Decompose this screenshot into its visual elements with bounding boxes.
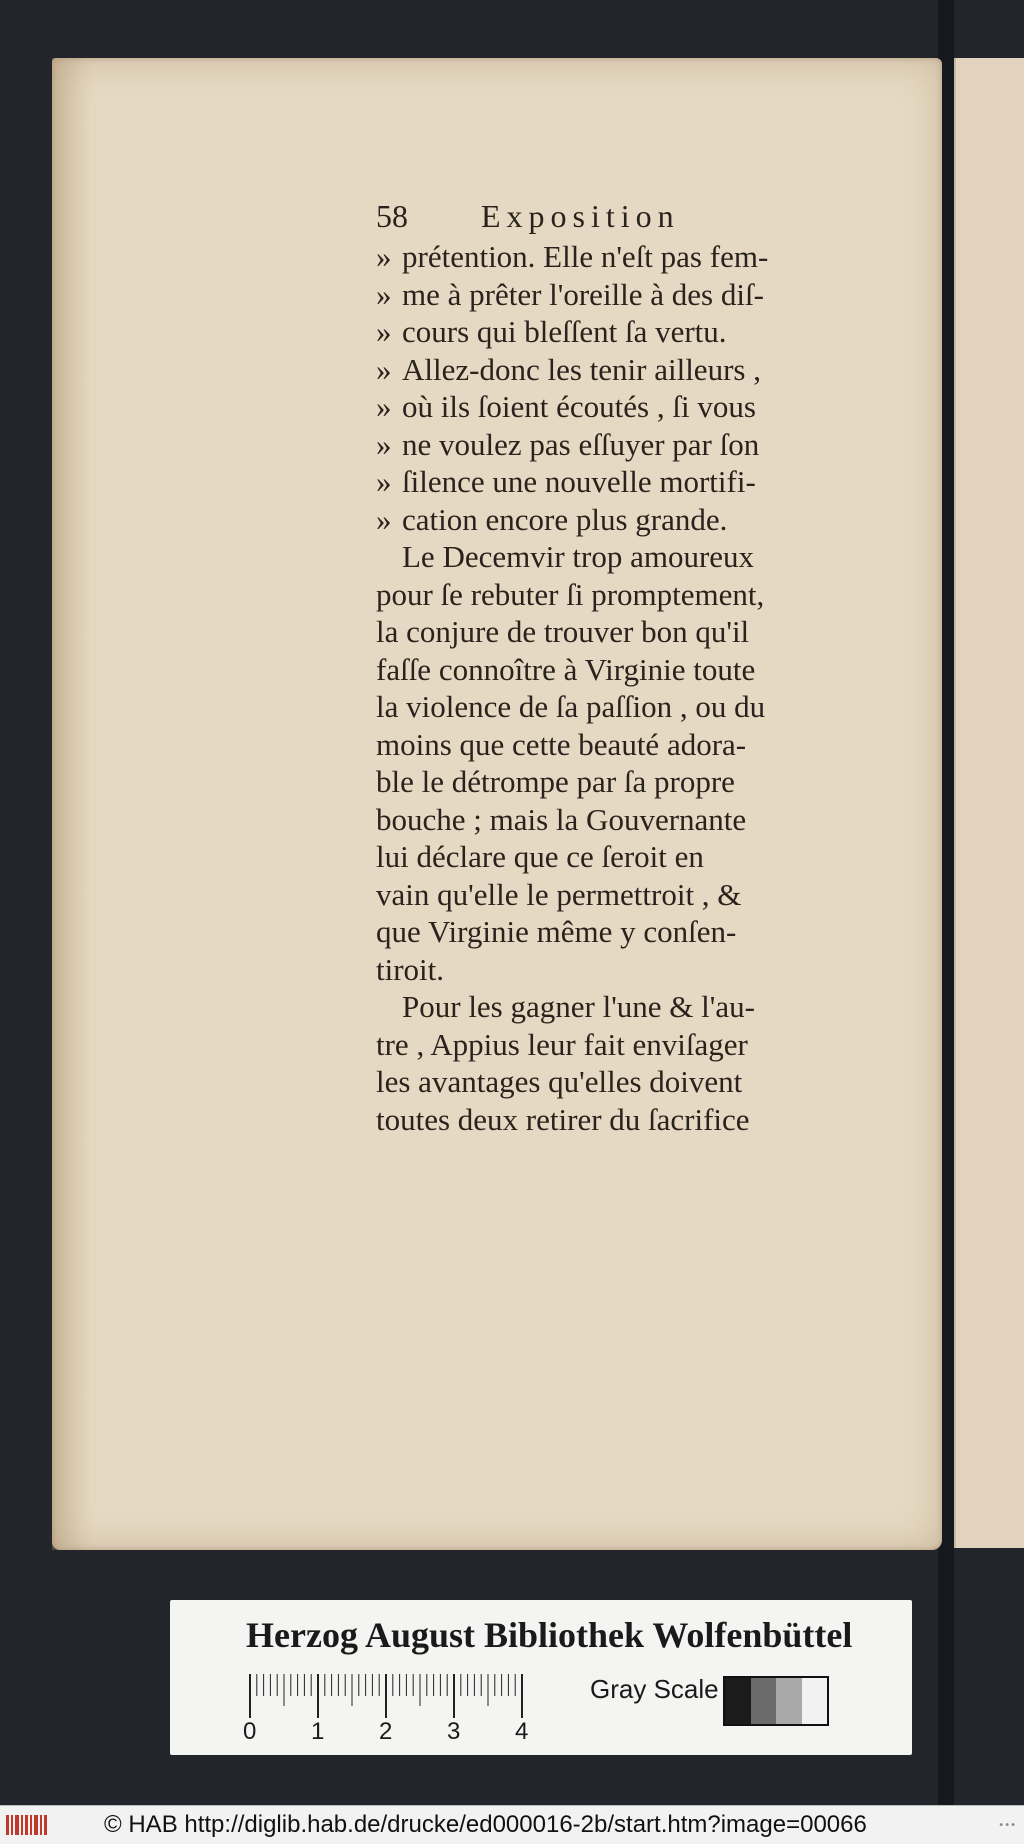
ruler-number: 1 bbox=[311, 1718, 325, 1745]
line-text: Pour les gagner l'une & l'au- bbox=[402, 989, 755, 1024]
text-line bbox=[376, 876, 862, 914]
text-line bbox=[376, 463, 862, 501]
quotation-mark: » bbox=[376, 351, 392, 387]
text-line bbox=[376, 613, 862, 651]
line-text: tiroit. bbox=[376, 951, 445, 987]
text-line bbox=[376, 501, 862, 539]
page-left-edge-shading bbox=[52, 58, 92, 1550]
line-text: me à prêter l'oreille à des diſ- bbox=[402, 276, 764, 312]
gray-swatch bbox=[725, 1678, 751, 1724]
text-line bbox=[376, 801, 862, 839]
line-text: ſilence une nouvelle mortifi- bbox=[402, 464, 756, 499]
line-text: Le Decemvir trop amoureux bbox=[402, 539, 755, 574]
ruler-number: 2 bbox=[379, 1718, 393, 1745]
quotation-mark: » bbox=[376, 276, 392, 312]
text-line bbox=[376, 238, 862, 276]
text-line bbox=[376, 651, 862, 689]
text-line bbox=[376, 763, 862, 801]
page-header bbox=[376, 198, 752, 238]
quotation-mark: » bbox=[376, 389, 392, 424]
ruler-number: 4 bbox=[515, 1718, 529, 1745]
line-text: Allez-donc les tenir ailleurs , bbox=[402, 351, 761, 387]
library-name: Herzog August Bibliothek Wolfenbüttel bbox=[246, 1615, 853, 1655]
text-line bbox=[376, 1101, 862, 1139]
gray-swatch bbox=[802, 1678, 828, 1724]
text-line bbox=[376, 313, 862, 351]
line-text: ne voulez pas eſſuyer par ſon bbox=[402, 426, 760, 462]
text-line bbox=[376, 838, 862, 876]
running-head: Exposition bbox=[481, 198, 680, 234]
text-line bbox=[376, 1063, 862, 1101]
scale-card bbox=[170, 1600, 912, 1755]
footer-copyright-link[interactable]: © HAB http://diglib.hab.de/drucke/ed000016-2b/start.htm?image=00066 bbox=[104, 1811, 867, 1838]
page-number: 58 bbox=[376, 198, 408, 234]
text-line bbox=[376, 426, 862, 464]
centimeter-ruler bbox=[246, 1672, 566, 1722]
ruler-number: 3 bbox=[447, 1718, 461, 1745]
text-line bbox=[376, 913, 862, 951]
quotation-mark: » bbox=[376, 501, 392, 537]
line-text: les avantages qu'elles doivent bbox=[376, 1064, 743, 1099]
line-text: la violence de ſa paſſion , ou du bbox=[376, 689, 766, 724]
quotation-mark: » bbox=[376, 314, 392, 349]
quotation-mark: » bbox=[376, 464, 392, 499]
quotation-mark: » bbox=[376, 239, 392, 274]
line-text: moins que cette beauté adora- bbox=[376, 726, 747, 762]
line-text: prétention. Elle n'eſt pas fem- bbox=[402, 239, 769, 274]
text-line bbox=[376, 726, 862, 764]
text-line bbox=[376, 1026, 862, 1064]
line-text: tre , Appius leur fait enviſager bbox=[376, 1026, 748, 1062]
line-text: la conjure de trouver bon qu'il bbox=[376, 614, 750, 649]
line-text: pour ſe rebuter ſi promptement, bbox=[376, 576, 765, 612]
text-line bbox=[376, 688, 862, 726]
line-text: où ils ſoient écoutés , ſi vous bbox=[402, 389, 756, 424]
text-line bbox=[376, 276, 862, 314]
footer-bar bbox=[0, 1805, 1024, 1844]
quotation-mark: » bbox=[376, 426, 392, 462]
line-text: que Virginie même y conſen- bbox=[376, 914, 737, 949]
line-text: cation encore plus grande. bbox=[402, 501, 728, 537]
gray-scale-swatches bbox=[723, 1676, 829, 1726]
adjacent-page-edge bbox=[954, 58, 1024, 1548]
page-text bbox=[376, 238, 862, 1138]
line-text: toutes deux retirer du ſacrifice bbox=[376, 1101, 750, 1137]
text-line bbox=[376, 576, 862, 614]
text-line bbox=[376, 951, 862, 989]
ruler-number: 0 bbox=[243, 1718, 257, 1745]
text-line bbox=[376, 988, 862, 1026]
text-line bbox=[376, 388, 862, 426]
line-text: ble le détrompe par ſa propre bbox=[376, 764, 735, 799]
line-text: vain qu'elle le permettroit , & bbox=[376, 876, 742, 912]
text-line bbox=[376, 351, 862, 389]
gray-swatch bbox=[776, 1678, 802, 1724]
footer-dots: ••• bbox=[998, 1820, 1016, 1831]
text-line bbox=[376, 538, 862, 576]
gray-swatch bbox=[751, 1678, 777, 1724]
gray-scale-label: Gray Scale bbox=[590, 1674, 719, 1704]
line-text: cours qui bleſſent ſa vertu. bbox=[402, 314, 727, 349]
barcode-logo-icon bbox=[6, 1813, 48, 1837]
line-text: bouche ; mais la Gouvernante bbox=[376, 801, 747, 837]
line-text: faſſe connoître à Virginie toute bbox=[376, 651, 756, 687]
line-text: lui déclare que ce ſeroit en bbox=[376, 839, 704, 874]
